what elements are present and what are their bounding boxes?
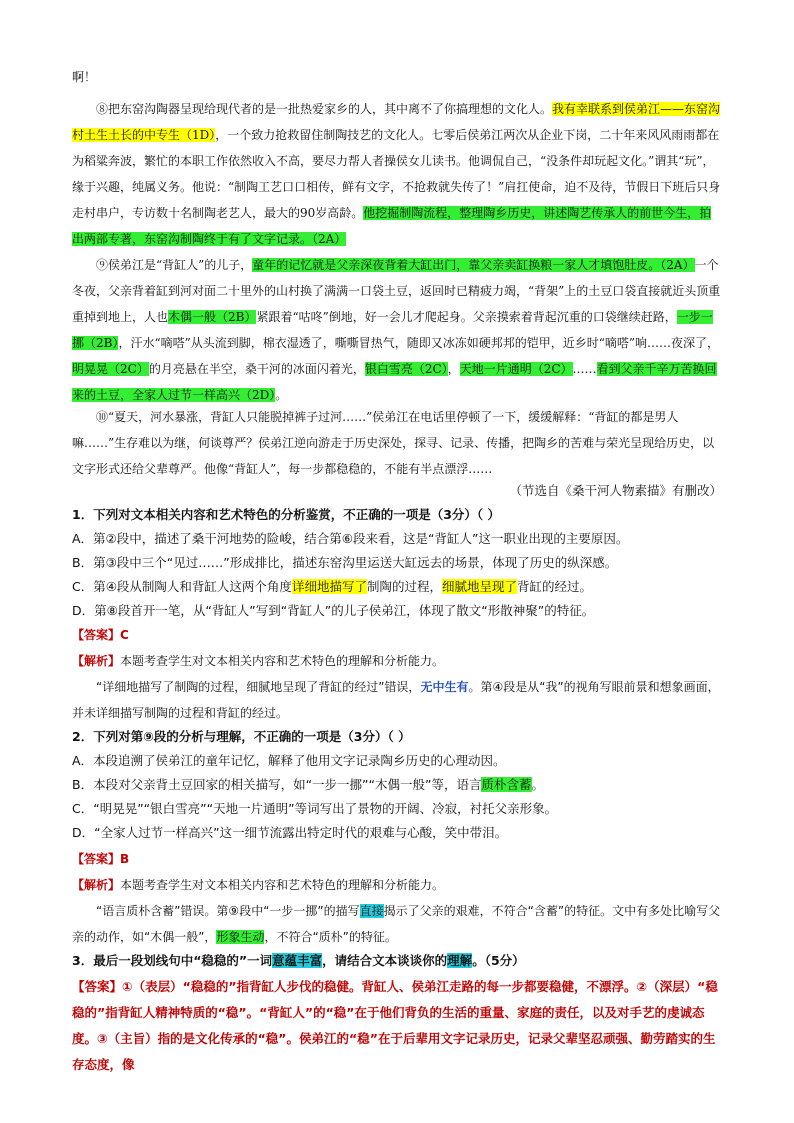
highlight-1d: 我有幸联系到侯弟江——东窑沟村土生土长的中专生（1D） xyxy=(72,102,721,142)
paragraph-9: ⑨侯弟江是“背缸人”的儿子，童年的记忆就是父亲深夜背着大缸出门，靠父亲卖缸换粮一家人才填饱肚皮。（2A）一个冬夜，父亲背着缸到河对面二十里外的山村换了满满一口袋土豆，返回时已精疲力竭，“背架”上的土豆口袋直接就近头顶重重掉到地上，人也木偶一般（2B）紧跟着“咕咚”倒地，好一会儿才爬起身。父亲摸索着背起沉重的口袋继续赶路，一步一挪（2B），汗水“嘀嗒”从头流到脚，棉衣湿透了，嘶嘶冒热气，随即又冰冻如硬邦邦的铠甲，近乡时“嘀嗒”响……夜深了，明晃晃（2C）的月亮悬在半空，桑干河的冰面闪着光，银白雪亮（2C），天地一片通明（2C）……看到父亲千辛万苦换回来的土豆，全家人过节一样高兴（2D）。 xyxy=(72,258,721,402)
question-3-stem: 3．最后一段划线句中“稳稳的”一词意蕴丰富，请结合文本谈谈你的理解。（5分） xyxy=(72,953,525,968)
question-2-option-d: D．“全家人过节一样高兴”这一细节流露出特定时代的艰难与心酸，笑中带泪。 xyxy=(72,825,508,840)
question-2-detail: “语言质朴含蓄”错误。第⑨段中“一步一挪”的描写直接揭示了父亲的艰难，不符合“含蓄”的特征。文中有多处比喻写父亲的动作，如“木偶一般”，形象生动，不符合“质朴”的特征。 xyxy=(72,904,721,944)
question-1-answer: 【答案】C xyxy=(72,628,129,642)
highlight-2a: 他挖掘制陶流程，整理陶乡历史，讲述陶艺传承人的前世今生，拍出两部专著，东窑沟制陶终于有了文字记录。（2A） xyxy=(72,206,712,246)
question-1-detail: “详细地描写了制陶的过程，细腻地呈现了背缸的经过”错误，无中生有。第④段是从“我”的视角写眼前景和想象画面，并未详细描写制陶的过程和背缸的经过。 xyxy=(72,680,720,720)
question-2-answer: 【答案】B xyxy=(72,852,130,866)
question-1-option-b: B．第③段中三个“见过……”形成排比，描述东窑沟里运送大缸远去的场景，体现了历史的纵深感。 xyxy=(72,555,618,570)
question-1-stem: 1．下列对文本相关内容和艺术特色的分析鉴赏，不正确的一项是（3分）（ ） xyxy=(72,507,500,522)
paragraph-8: ⑧把东窑沟陶器呈现给现代者的是一批热爱家乡的人，其中离不了你搞理想的文化人。我有幸联系到侯弟江——东窑沟村土生土长的中专生（1D），一个致力抢救留住制陶技艺的文化人。七零后侯弟江两次从企业下岗，二十年来风风雨雨都在为稻粱奔波，繁忙的本职工作依然收入不高，要尽力帮人者操侯女儿读书。他调侃自己，“没条件却玩起文化。”谓其“玩”，缘于兴趣，纯属义务。他说：“制陶工艺口口相传，鲜有文字，不抢救就失传了！”肩扛使命，迫不及待，节假日下班后只身走村串户，专访数十名制陶老艺人，最大的90岁高龄。他挖掘制陶流程，整理陶乡历史，讲述陶艺传承人的前世今生，拍出两部专著，东窑沟制陶终于有了文字记录。（2A） xyxy=(72,102,721,246)
question-2-option-a: A．本段追溯了侯弟江的童年记忆，解释了他用文字记录陶乡历史的心理动因。 xyxy=(72,753,506,768)
question-2-analysis: 【解析】本题考查学生对文本相关内容和艺术特色的理解和分析能力。 xyxy=(72,878,445,892)
question-1-analysis: 【解析】本题考查学生对文本相关内容和艺术特色的理解和分析能力。 xyxy=(72,654,445,668)
source-note: （节选自《桑干河人物素描》有删改） xyxy=(509,483,722,498)
question-1-option-a: A．第②段中，描述了桑干河地势的险峻，结合第⑥段来看，这是“背缸人”这一职业出现的主要原因。 xyxy=(72,531,629,546)
paragraph-10: ⑩“夏天，河水暴涨，背缸人只能脱掉裤子过河……”侯弟江在电话里停顿了一下，缓缓解释：“背缸的都是男人嘛……”生存难以为继，何谈尊严？侯弟江逆向游走于历史深处，探寻、记录、传播，把陶乡的苦难与荣光呈现给历史，以文字形式还给父辈尊严。他像“背缸人”，每一步都稳稳的，不能有半点漂浮…… xyxy=(72,410,715,476)
question-2-option-c: C．“明晃晃”“银白雪亮”“天地一片通明”等词写出了景物的开阔、冷寂，衬托父亲形象。 xyxy=(72,801,558,816)
top-fragment: 啊！ xyxy=(72,70,97,84)
question-2-stem: 2．下列对第⑨段的分析与理解，不正确的一项是（3分）（ ） xyxy=(72,729,411,744)
question-2-option-b: B．本段对父亲背土豆回家的相关描写，如“一步一挪”“木偶一般”等，语言质朴含蓄。 xyxy=(72,777,545,792)
question-3-answer: 【答案】①（表层）“稳稳的”指背缸人步伐的稳健。背缸人、侯弟江走路的每一步都要稳健，不漂浮。②（深层）“稳稳的”指背缸人精神特质的“稳”。“背缸人”的“稳”在于他们背负的生活的重量、家庭的责任，以及对手艺的虔诚态度。③（主旨）指的是文化传承的“稳”。侯弟江的“稳”在于后辈用文字记录历史，记录父辈坚忍顽强、勤劳踏实的生存态度，像 xyxy=(72,979,718,1072)
question-1-option-d: D．第⑧段首开一笔，从“背缸人”写到“背缸人”的儿子侯弟江，体现了散文“形散神聚”的特征。 xyxy=(72,603,595,618)
question-1-option-c: C．第④段从制陶人和背缸人这两个角度详细地描写了制陶的过程，细腻地呈现了背缸的经过。 xyxy=(72,579,592,594)
